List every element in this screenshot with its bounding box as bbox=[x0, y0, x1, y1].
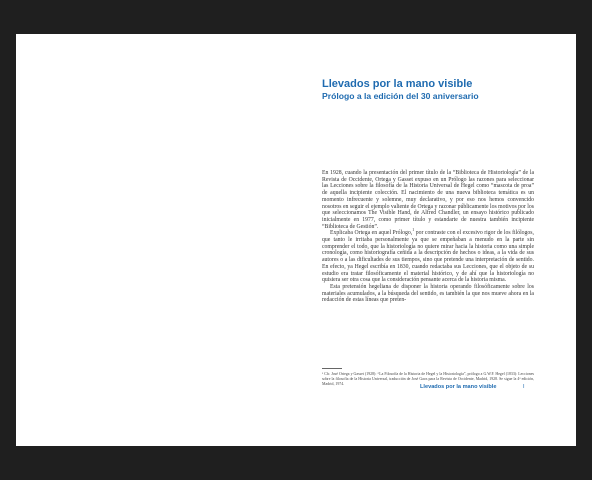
chapter-title: Llevados por la mano visible bbox=[322, 78, 473, 90]
chapter-subtitle: Prólogo a la edición del 30 aniversario bbox=[322, 91, 479, 101]
paragraph-1: En 1928, cuando la presentación del primer título de la “Biblioteca de Historiología” de la Revista de Occidente, Ortega y Gasset expuso en un Prólogo las razones para seleccionar las Lecciones sobre la filosofía de la Historia Universal de Hegel como “mascota de proa” de aquella incipiente colección. El nacimiento de una nueva biblioteca temática es un momento infrecuente y solemne, muy declarativo, y por eso nos hemos convencido nosotros en seguir el ejemplo valiente de Ortega y razonar públicamente los motivos por los que seleccionamos The Visible Hand, de Alfred Chandler, un ensayo histórico publicado inicialmente en 1977, como primer título y estandarte de nuestra también incipiente “Biblioteca de Gestión”. bbox=[322, 170, 534, 230]
paragraph-3: Esta pretensión hegeliana de disponer la historia operando filosóficamente sobre los materiales acumulados, a la búsqueda del sentido, es también la que nos mueve ahora en la redacción de estas líneas que preten- bbox=[322, 283, 534, 304]
paragraph-2-start: Explicaba Ortega en aquel Prólogo, bbox=[330, 230, 413, 237]
footnote-marker: 1 bbox=[412, 227, 415, 233]
footnote-rule bbox=[322, 368, 342, 369]
body-text bbox=[322, 170, 534, 304]
paragraph-2-rest: por contraste con el excesivo rigor de los filólogos, que tanto le irritaba personalmente ya que se empeñaban a menudo en la parte sin comprender el todo, que la historiología no quiere mirar hacia la historia como una simple cronología, como historiografía ceñida a la descripción de hechos o ideas, a la vida de sus autores o a las dificultades de sus tiempos, sino que pretende una interpretación de sentido. En efecto, ya Hegel escribía en 1830, cuando redactaba sus Lecciones, que el objeto de su estudio era tratar filosóficamente el material histórico, y de ahí que la historiología no quisiera ser otra cosa que la consideración pensante acerca de la historia misma. bbox=[322, 230, 534, 284]
page-number: I bbox=[523, 384, 525, 390]
paragraph-2 bbox=[322, 227, 534, 284]
footnote: ¹ Cfr. José Ortega y Gasset (1928): “La Filosofía de la Historia de Hegel y la Historiología”, prólogo a G.W.F. Hegel (1833): Lecciones sobre la filosofía de la Historia Universal, traducción de José Gaos para la Revista de Occidente, Madrid, 1928. Se sigue la 4ª edición, Madrid, 1974. bbox=[322, 372, 534, 386]
running-footer-title: Llevados por la mano visible bbox=[420, 384, 497, 390]
document-page bbox=[16, 34, 576, 446]
